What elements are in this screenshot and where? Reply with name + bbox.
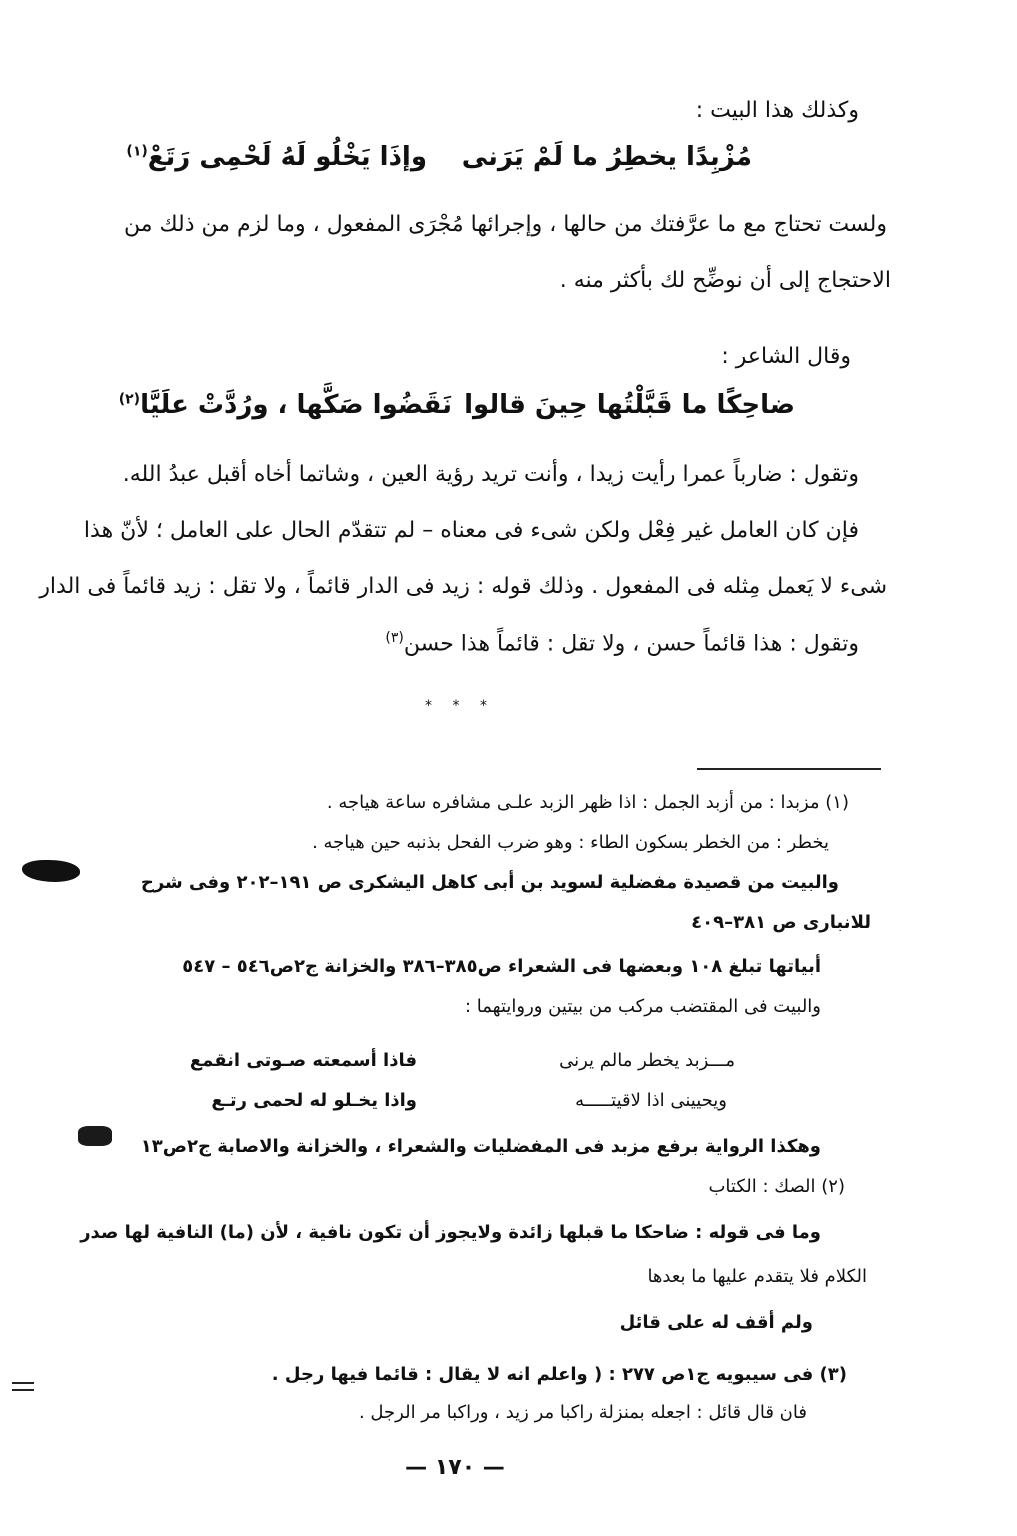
verse-hemistich-left: واذا يخـلو له لحمى رتـع (211, 1090, 417, 1111)
footnote-verse (0, 1050, 1017, 1078)
footnote-line: والبيت فى المقتضب مركب من بيتين وروايتهما : (464, 996, 821, 1017)
verse-hemistich-left-text: وإذَا يَخْلُو لَهُ لَحْمِى رَتَعْ (147, 142, 427, 172)
text-line: ولست تحتاج مع ما عرَّفتك من حالها ، وإجرائها مُجْرَى المفعول ، وما لزم من ذلك من (123, 212, 887, 237)
verse-line (0, 142, 1017, 182)
page-number: — ١٧٠ — (405, 1455, 505, 1480)
footnote-rule (697, 768, 881, 770)
verse-hemistich-left (126, 142, 427, 172)
ink-blot (78, 1126, 112, 1146)
footnote-line: (٢) الصك : الكتاب (708, 1176, 845, 1197)
verse-line (0, 390, 1017, 430)
footnote-line: والبيت من قصيدة مفضلية لسويد بن أبى كاهل اليشكرى ص ١٩١–٢٠٢ وفى شرح (140, 872, 839, 893)
verse-hemistich-left-text: نَقَضُوا صَكَّها ، ورُدَّتْ علَيَّا (140, 390, 452, 420)
footnote-line: وما فى قوله : ضاحكا ما قبلها زائدة ولايجوز أن تكون نافية ، لأن (ما) النافية لها صدر (80, 1222, 821, 1243)
footnote-verse (0, 1090, 1017, 1118)
footnote-line: أبياتها تبلغ ١٠٨ وبعضها فى الشعراء ص٣٨٥–٣٨٦ والخزانة ج٢ص٥٤٦ – ٥٤٧ (182, 956, 821, 977)
text-line (385, 630, 859, 656)
verse-hemistich-left (119, 390, 452, 420)
footnote-line: (١) مزبدا : من أزبد الجمل : اذا ظهر الزبد علـى مشافره ساعة هياجه . (326, 792, 849, 813)
footnote-line: وهكذا الرواية برفع مزبد فى المفضليات والشعراء ، والخزانة والاصابة ج٢ص١٣ (140, 1136, 821, 1157)
footnote-ref: (١) (126, 143, 148, 160)
text-line: فإن كان العامل غير فِعْل ولكن شىء فى معناه – لم تتقدّم الحال على العامل ؛ لأنّ هذا (83, 518, 859, 543)
verse-hemistich-left: فاذا أسمعته صـوتى انقمع (189, 1050, 417, 1071)
text-line: وتقول : ضارباً عمرا رأيت زيدا ، وأنت تريد رؤية العين ، وشاتما أخاه أقبل عبدُ الله. (122, 462, 859, 487)
verse-hemistich-right: ويحيينى اذا لاقيتـــــه (575, 1090, 727, 1111)
footnote-line: الكلام فلا يتقدم عليها ما بعدها (647, 1266, 867, 1287)
footnote-ref: (٢) (118, 391, 141, 408)
footnote-ref: (٣) (385, 630, 404, 646)
verse-hemistich-right: مـــزبد يخطر مالم يرنى (559, 1050, 735, 1071)
section-separator: * * * (425, 698, 495, 714)
text-line: الاحتجاج إلى أن نوضِّح لك بأكثر منه . (559, 268, 891, 293)
text-line-content: وتقول : هذا قائماً حسن ، ولا تقل : قائماً هذا حسن (403, 631, 859, 657)
footnote-line: فان قال قائل : اجعله بمنزلة راكبا مر زيد ، وراكبا مر الرجل . (358, 1402, 807, 1423)
footnote-line: ولم أقف له على قائل (619, 1312, 813, 1333)
verse-hemistich-right: ضاحِكًا ما قَبَّلْتُها حِينَ قالوا (464, 390, 795, 420)
text-line: وقال الشاعر : (721, 344, 851, 369)
margin-mark (12, 1382, 34, 1391)
ink-blot (22, 860, 80, 882)
text-line: شىء لا يَعمل مِثله فى المفعول . وذلك قوله : زيد فى الدار قائماً ، ولا تقل : زيد قائماً فى الدار (39, 574, 887, 599)
footnote-line: (٣) فى سيبويه ج١ص ٢٧٧ : ( واعلم انه لا يقال : قائما فيها رجل . (271, 1364, 847, 1385)
footnote-line: للانبارى ص ٣٨١–٤٠٩ (691, 912, 871, 933)
footnote-line: يخطر : من الخطر بسكون الطاء : وهو ضرب الفحل بذنبه حين هياجه . (312, 832, 829, 853)
text-line: وكذلك هذا البيت : (695, 98, 859, 123)
verse-hemistich-right: مُزْبِدًا يخطِرُ ما لَمْ يَرَنى (461, 142, 752, 172)
